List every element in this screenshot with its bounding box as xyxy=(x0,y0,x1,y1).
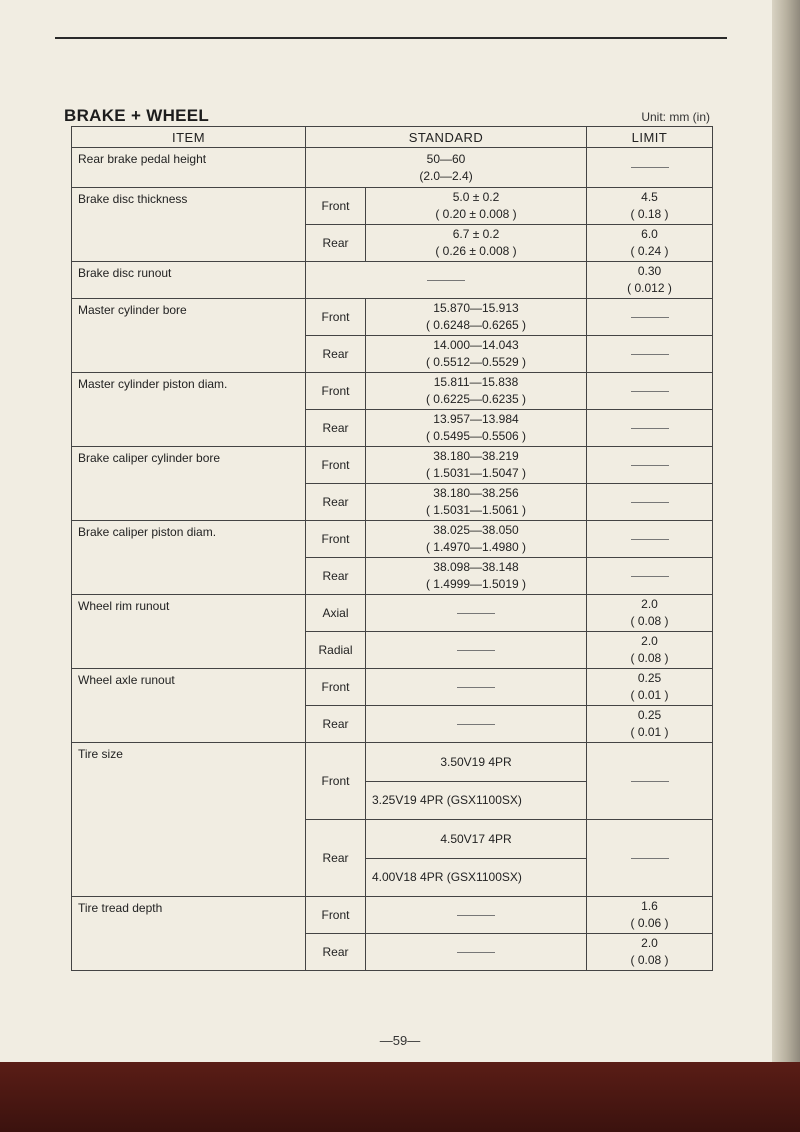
standard-value: 13.957—13.984 ( 0.5495—0.5506 ) xyxy=(366,410,587,447)
standard-value: 3.50V19 4PR xyxy=(366,743,587,782)
table-row xyxy=(72,897,713,934)
limit-value xyxy=(587,484,713,521)
dash-mark xyxy=(631,317,669,318)
position-label: Rear xyxy=(306,225,366,262)
position-label: Rear xyxy=(306,410,366,447)
standard-value xyxy=(366,595,587,632)
dash-mark xyxy=(427,280,465,281)
dash-mark xyxy=(457,613,495,614)
standard-value: 50—60 (2.0—2.4) xyxy=(306,148,587,188)
dash-mark xyxy=(631,465,669,466)
limit-value: 2.0 ( 0.08 ) xyxy=(587,632,713,669)
standard-value: 38.180—38.219 ( 1.5031—1.5047 ) xyxy=(366,447,587,484)
item-rear-brake-pedal-height: Rear brake pedal height xyxy=(72,148,306,188)
bottom-band xyxy=(0,1062,800,1132)
unit-label: Unit: mm (in) xyxy=(641,110,710,124)
standard-value xyxy=(366,706,587,743)
standard-value xyxy=(366,897,587,934)
standard-value xyxy=(306,262,587,299)
position-label: Front xyxy=(306,897,366,934)
table-row xyxy=(72,595,713,632)
dash-mark xyxy=(457,650,495,651)
standard-value: 6.7 ± 0.2 ( 0.26 ± 0.008 ) xyxy=(366,225,587,262)
book-spine xyxy=(772,0,800,1062)
header-limit: LIMIT xyxy=(587,127,713,148)
spec-table xyxy=(71,126,713,971)
item-wheel-rim-runout: Wheel rim runout xyxy=(72,595,306,669)
top-rule xyxy=(55,37,727,39)
item-master-cylinder-bore: Master cylinder bore xyxy=(72,299,306,373)
position-label: Rear xyxy=(306,706,366,743)
limit-value xyxy=(587,743,713,820)
limit-value: 0.30 ( 0.012 ) xyxy=(587,262,713,299)
table-row xyxy=(72,188,713,225)
standard-value: 5.0 ± 0.2 ( 0.20 ± 0.008 ) xyxy=(366,188,587,225)
standard-value: 38.098—38.148 ( 1.4999—1.5019 ) xyxy=(366,558,587,595)
table-row xyxy=(72,743,713,782)
position-label: Front xyxy=(306,669,366,706)
limit-value: 2.0 ( 0.08 ) xyxy=(587,934,713,971)
position-label: Rear xyxy=(306,336,366,373)
position-label: Front xyxy=(306,743,366,820)
dash-mark xyxy=(631,502,669,503)
table-row xyxy=(72,299,713,336)
limit-value xyxy=(587,820,713,897)
dash-mark xyxy=(631,576,669,577)
position-label: Front xyxy=(306,299,366,336)
position-label: Radial xyxy=(306,632,366,669)
item-master-cylinder-piston: Master cylinder piston diam. xyxy=(72,373,306,447)
position-label: Front xyxy=(306,447,366,484)
item-brake-caliper-cylinder-bore: Brake caliper cylinder bore xyxy=(72,447,306,521)
limit-value xyxy=(587,558,713,595)
standard-value xyxy=(366,669,587,706)
header-item: ITEM xyxy=(72,127,306,148)
position-label: Rear xyxy=(306,934,366,971)
table-row xyxy=(72,148,713,188)
standard-value: 15.811—15.838 ( 0.6225—0.6235 ) xyxy=(366,373,587,410)
limit-value xyxy=(587,373,713,410)
table-row xyxy=(72,669,713,706)
dash-mark xyxy=(457,915,495,916)
item-wheel-axle-runout: Wheel axle runout xyxy=(72,669,306,743)
standard-value xyxy=(366,934,587,971)
standard-value: 3.25V19 4PR (GSX1100SX) xyxy=(366,782,587,820)
dash-mark xyxy=(631,781,669,782)
item-tire-size: Tire size xyxy=(72,743,306,897)
page-number: —59— xyxy=(379,1033,421,1048)
dash-mark xyxy=(631,428,669,429)
header-row xyxy=(72,127,713,148)
limit-value: 4.5 ( 0.18 ) xyxy=(587,188,713,225)
dash-mark xyxy=(457,724,495,725)
standard-value: 4.50V17 4PR xyxy=(366,820,587,859)
limit-value: 6.0 ( 0.24 ) xyxy=(587,225,713,262)
item-brake-caliper-piston: Brake caliper piston diam. xyxy=(72,521,306,595)
dash-mark xyxy=(631,354,669,355)
dash-mark xyxy=(631,858,669,859)
limit-value: 1.6 ( 0.06 ) xyxy=(587,897,713,934)
standard-value xyxy=(366,632,587,669)
position-label: Front xyxy=(306,521,366,558)
limit-value: 2.0 ( 0.08 ) xyxy=(587,595,713,632)
item-brake-disc-runout: Brake disc runout xyxy=(72,262,306,299)
item-tire-tread-depth: Tire tread depth xyxy=(72,897,306,971)
position-label: Rear xyxy=(306,484,366,521)
position-label: Front xyxy=(306,373,366,410)
dash-mark xyxy=(631,539,669,540)
standard-value: 38.180—38.256 ( 1.5031—1.5061 ) xyxy=(366,484,587,521)
limit-value: 0.25 ( 0.01 ) xyxy=(587,669,713,706)
standard-value: 38.025—38.050 ( 1.4970—1.4980 ) xyxy=(366,521,587,558)
position-label: Axial xyxy=(306,595,366,632)
dash-mark xyxy=(457,687,495,688)
limit-value xyxy=(587,410,713,447)
limit-value xyxy=(587,336,713,373)
standard-value: 14.000—14.043 ( 0.5512—0.5529 ) xyxy=(366,336,587,373)
position-label: Rear xyxy=(306,558,366,595)
section-title: BRAKE + WHEEL xyxy=(64,106,210,125)
table-row xyxy=(72,373,713,410)
dash-mark xyxy=(631,167,669,168)
limit-value xyxy=(587,521,713,558)
position-label: Rear xyxy=(306,820,366,897)
item-brake-disc-thickness: Brake disc thickness xyxy=(72,188,306,262)
dash-mark xyxy=(631,391,669,392)
limit-value xyxy=(587,299,713,336)
limit-value: 0.25 ( 0.01 ) xyxy=(587,706,713,743)
dash-mark xyxy=(457,952,495,953)
table-row xyxy=(72,447,713,484)
limit-value xyxy=(587,148,713,188)
standard-value: 4.00V18 4PR (GSX1100SX) xyxy=(366,859,587,897)
table-row xyxy=(72,521,713,558)
standard-value: 15.870—15.913 ( 0.6248—0.6265 ) xyxy=(366,299,587,336)
position-label: Front xyxy=(306,188,366,225)
limit-value xyxy=(587,447,713,484)
table-row xyxy=(72,262,713,299)
header-standard: STANDARD xyxy=(306,127,587,148)
